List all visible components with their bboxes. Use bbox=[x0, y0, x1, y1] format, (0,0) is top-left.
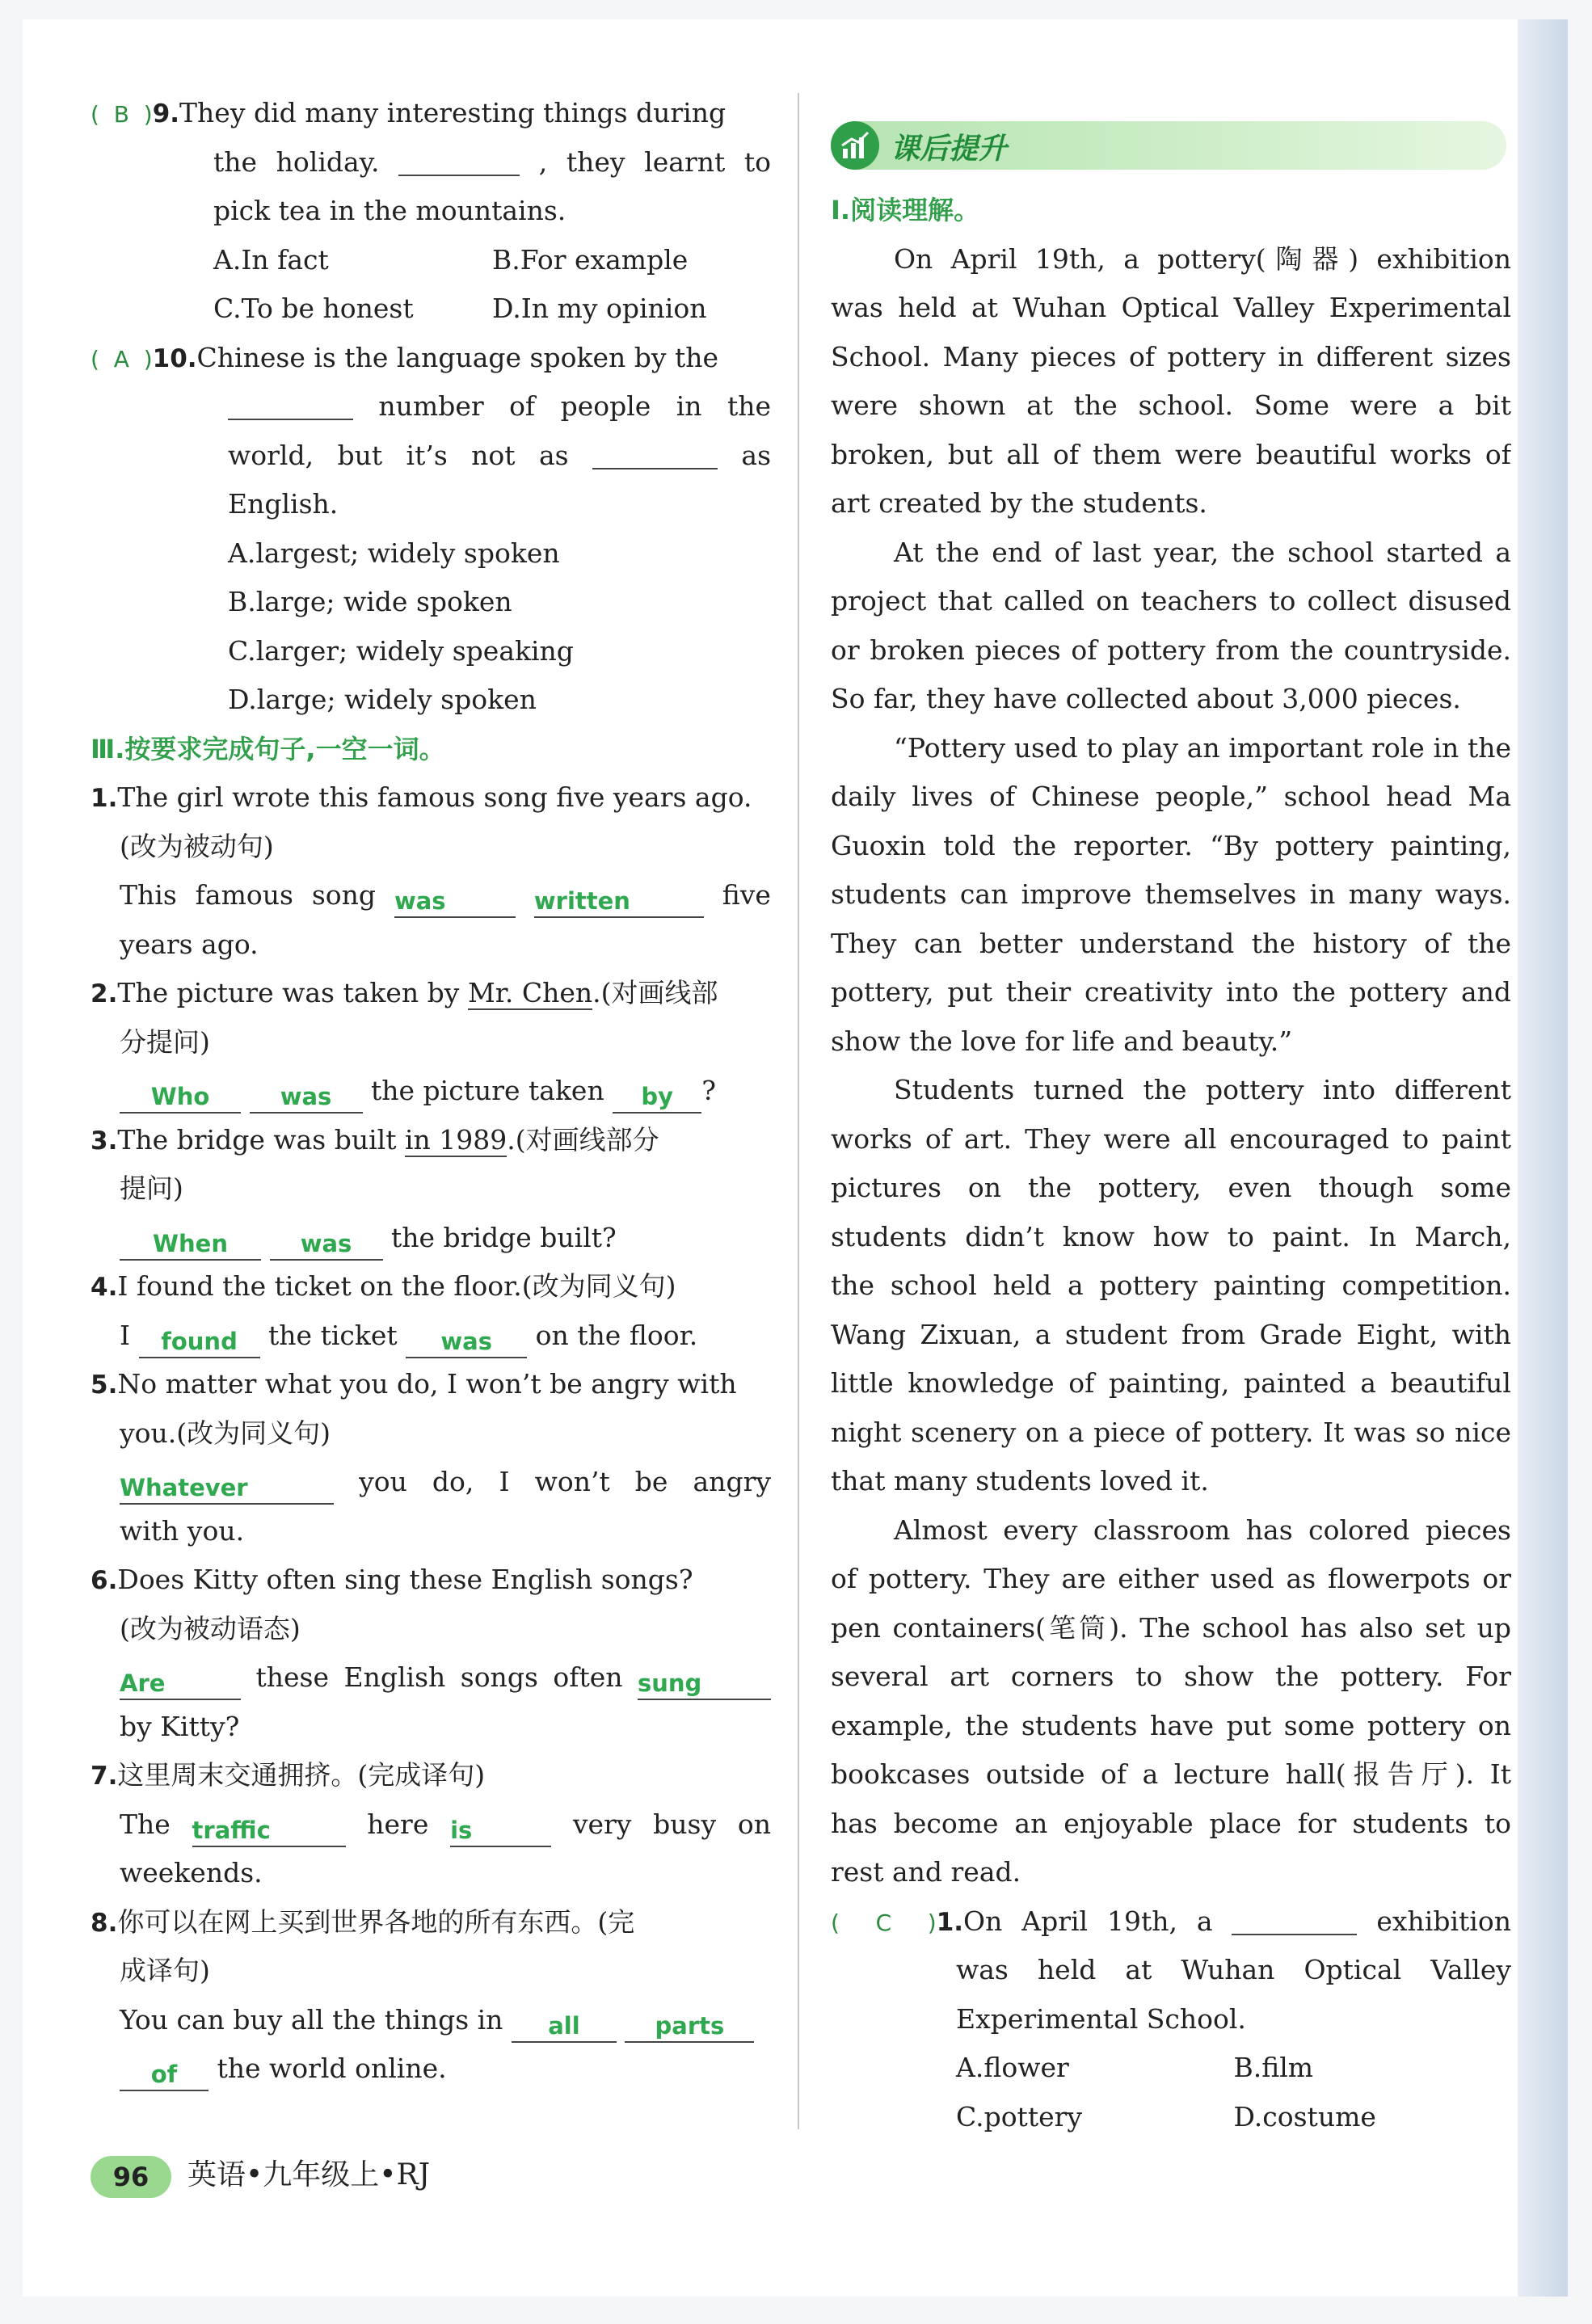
answer: of bbox=[150, 2061, 178, 2088]
reading-question-1: ( C )1.On April 19th, a exhibition bbox=[831, 1897, 1511, 1947]
blank bbox=[592, 436, 718, 469]
paragraph-3: “Pottery used to play an important role in the daily lives of Chinese people,” school head Ma Guoxin told the reporter. “By pottery painting, students can improve themselves in many ways. They can better understand the history of the pottery, put their creativity into the pottery and show the love for life and beauty.” bbox=[831, 731, 1511, 1057]
sentence-1: 1.The girl wrote this famous song five years ago. bbox=[91, 781, 752, 813]
answer: sung bbox=[638, 1669, 702, 1697]
option: A.In fact bbox=[213, 243, 329, 276]
sentence-5: 5.No matter what you do, I won’t be angry with bbox=[91, 1368, 737, 1400]
answer: written bbox=[533, 887, 630, 915]
option: B.large; wide spoken bbox=[228, 586, 512, 617]
blank bbox=[228, 386, 353, 420]
answer: was bbox=[300, 1229, 352, 1257]
answer: parts bbox=[655, 2011, 725, 2040]
options bbox=[831, 2044, 1511, 2093]
sentence-8: 8.你可以在网上买到世界各地的所有东西。(完 bbox=[91, 1905, 635, 1938]
sentence-3: 3.The bridge was built in 1989.(对画线部分 bbox=[91, 1123, 659, 1156]
answer: was bbox=[280, 1083, 332, 1110]
paragraph-1: On April 19th, a pottery(陶器) exhibition was held at Wuhan Optical Valley Experimental School. Many pieces of pottery in different sizes were shown at the school. Some were a bit broken, but all of them were beautiful works of art created by the students. bbox=[831, 242, 1511, 519]
sentence-6: 6.Does Kitty often sing these English songs? bbox=[91, 1564, 693, 1595]
column-divider bbox=[798, 93, 799, 2129]
sentence-2: 2.The picture was taken by Mr. Chen.(对画线部 bbox=[91, 977, 718, 1008]
option: B.film bbox=[1233, 2052, 1314, 2083]
answer: is bbox=[450, 1816, 473, 1844]
option: D.costume bbox=[1233, 2100, 1376, 2132]
paragraph-5: Almost every classroom has colored pieces of pottery. They are either used as flowerpots or pen containers(笔筒). The school has also set up several art corners to show the pottery. For example, the students have put some pottery on bookcases outside of a lecture hall(报告厅). It has become an enjoyable place for students to rest and read. bbox=[831, 1514, 1511, 1888]
answer: by bbox=[641, 1083, 674, 1110]
options bbox=[831, 2093, 1511, 2142]
question-10: ( A )10.Chinese is the language spoken by the bbox=[91, 341, 719, 373]
section-title: Ⅰ.阅读理解。 bbox=[831, 195, 980, 225]
chart-icon bbox=[831, 121, 879, 170]
question-9: ( B )9.They did many interesting things during bbox=[91, 97, 727, 128]
blank bbox=[398, 142, 520, 176]
section-banner bbox=[831, 121, 1506, 170]
footer-label: 英语•九年级上•RJ bbox=[187, 2158, 431, 2191]
paragraph-4: Students turned the pottery into different works of art. They were all encouraged to paint pictures on the pottery, even though some students didn’t know how to paint. In March, the school held a pottery painting competition. Wang Zixuan, a student from Grade Eight, with little knowledge of painting, painted a beautiful night scenery on a piece of pottery. It was so nice that many students loved it. bbox=[831, 1074, 1511, 1497]
left-column: ( B )9.They did many interesting things during the holiday. , they learnt to pick tea in the mountains. A.In fact B.For example C.To be honest D.In my opinion ( A )10.Chinese is the language spoken by the number of people in the world, but it’s not as as English. A.largest; widely spoken B.large; wide spoken C.larger; widely speaking D.large; widely spoken Ⅲ.按要求完成句子,一空一词。 1.The girl wrote this famous song five years ago. (改为被动句) This famous song was written five years ago. 2.The picture was taken by Mr. Chen.(对画线部 分提问) Who was the picture taken by ? 3.The bridge was built in 1989.(对画线部分 提问) When was the bridge built? 4.I found the ticket on the floor.(改为同义句) I found the ticket was on the floor. 5.No matter what you do, I won’t be angry with you.(改为同义句) Whatever you do, I won’t be angry with you. 6.Does Kitty often sing these English songs? (改为被动语态) Are these English songs often sung by Kitty? 7.这里周末交通拥挤。(完成译句) The traffic here is very busy on weekends. 8.你可以在网上买到世界各地的所有东西。(完 成译句) You can buy all the things in all parts of the world online. bbox=[91, 89, 771, 2094]
page-number: 96 bbox=[91, 2156, 171, 2198]
sentence-4: 4.I found the ticket on the floor.(改为同义句) bbox=[91, 1270, 676, 1302]
page-footer bbox=[91, 2153, 430, 2198]
option: C.pottery bbox=[956, 2100, 1083, 2132]
option: C.To be honest bbox=[213, 293, 414, 324]
answer: When bbox=[153, 1229, 228, 1257]
paragraph-2: At the end of last year, the school started a project that called on teachers to collect disused or broken pieces of pottery from the countryside. So far, they have collected about 3,000 pieces. bbox=[831, 536, 1511, 714]
options bbox=[91, 236, 771, 285]
option: D.large; widely spoken bbox=[228, 684, 537, 715]
sentence-7: 7.这里周末交通拥挤。(完成译句) bbox=[91, 1759, 486, 1791]
answer-9: B bbox=[113, 101, 129, 128]
option: D.In my opinion bbox=[492, 293, 707, 324]
option: C.larger; widely speaking bbox=[228, 634, 574, 667]
option: B.For example bbox=[492, 243, 689, 276]
answer: found bbox=[161, 1327, 238, 1355]
option: A.flower bbox=[956, 2052, 1069, 2083]
answer: Who bbox=[150, 1083, 210, 1110]
answer-10: A bbox=[113, 345, 129, 373]
answer: traffic bbox=[192, 1816, 271, 1844]
option: A.largest; widely spoken bbox=[228, 537, 560, 569]
answer: was bbox=[394, 887, 446, 915]
answer: was bbox=[440, 1327, 492, 1355]
answer: all bbox=[548, 2011, 580, 2040]
answer: Are bbox=[120, 1669, 166, 1697]
options bbox=[91, 284, 771, 334]
blank bbox=[1232, 1901, 1357, 1935]
answer-1: C bbox=[875, 1909, 892, 1936]
right-column: Ⅰ.阅读理解。 On April 19th, a pottery(陶器) exhibition was held at Wuhan Optical Valley Experimental School. Many pieces of pottery in different sizes were shown at the school. Some were a bit broken, but all of them were beautiful works of art created by the students. At the end of last year, the school started a project that called on teachers to collect disused or broken pieces of pottery from the countryside. So far, they have collected about 3,000 pieces. “Pottery used to play an important role in the daily lives of Chinese people,” school head Ma Guoxin told the reporter. “By pottery painting, students can improve themselves in many ways. They can better understand the history of the pottery, put their creativity into the pottery and show the love for life and beauty.” Students turned the pottery into different works of art. They were all encouraged to paint pictures on the pottery, even though some students didn’t know how to paint. In March, the school held a pottery painting competition. Wang Zixuan, a student from Grade Eight, with little knowledge of painting, painted a beautiful night scenery on a piece of pottery. It was so nice that many students loved it. Almost every classroom has colored pieces of pottery. They are either used as flowerpots or pen containers(笔筒). The school has also set up several art corners to show the pottery. For example, the students have put some pottery on bookcases outside of a lecture hall(报告厅). It has become an enjoyable place for students to rest and read. ( C )1.On April 19th, a exhibition was held at Wuhan Optical Valley Experimental School. A.flower B.film C.pottery D.costume bbox=[831, 186, 1511, 2141]
answer: Whatever bbox=[120, 1474, 248, 1501]
page-edge bbox=[1518, 19, 1568, 2297]
banner-title: 课后提升 bbox=[891, 133, 1008, 166]
section-title: Ⅲ.按要求完成句子,一空一词。 bbox=[91, 733, 445, 764]
